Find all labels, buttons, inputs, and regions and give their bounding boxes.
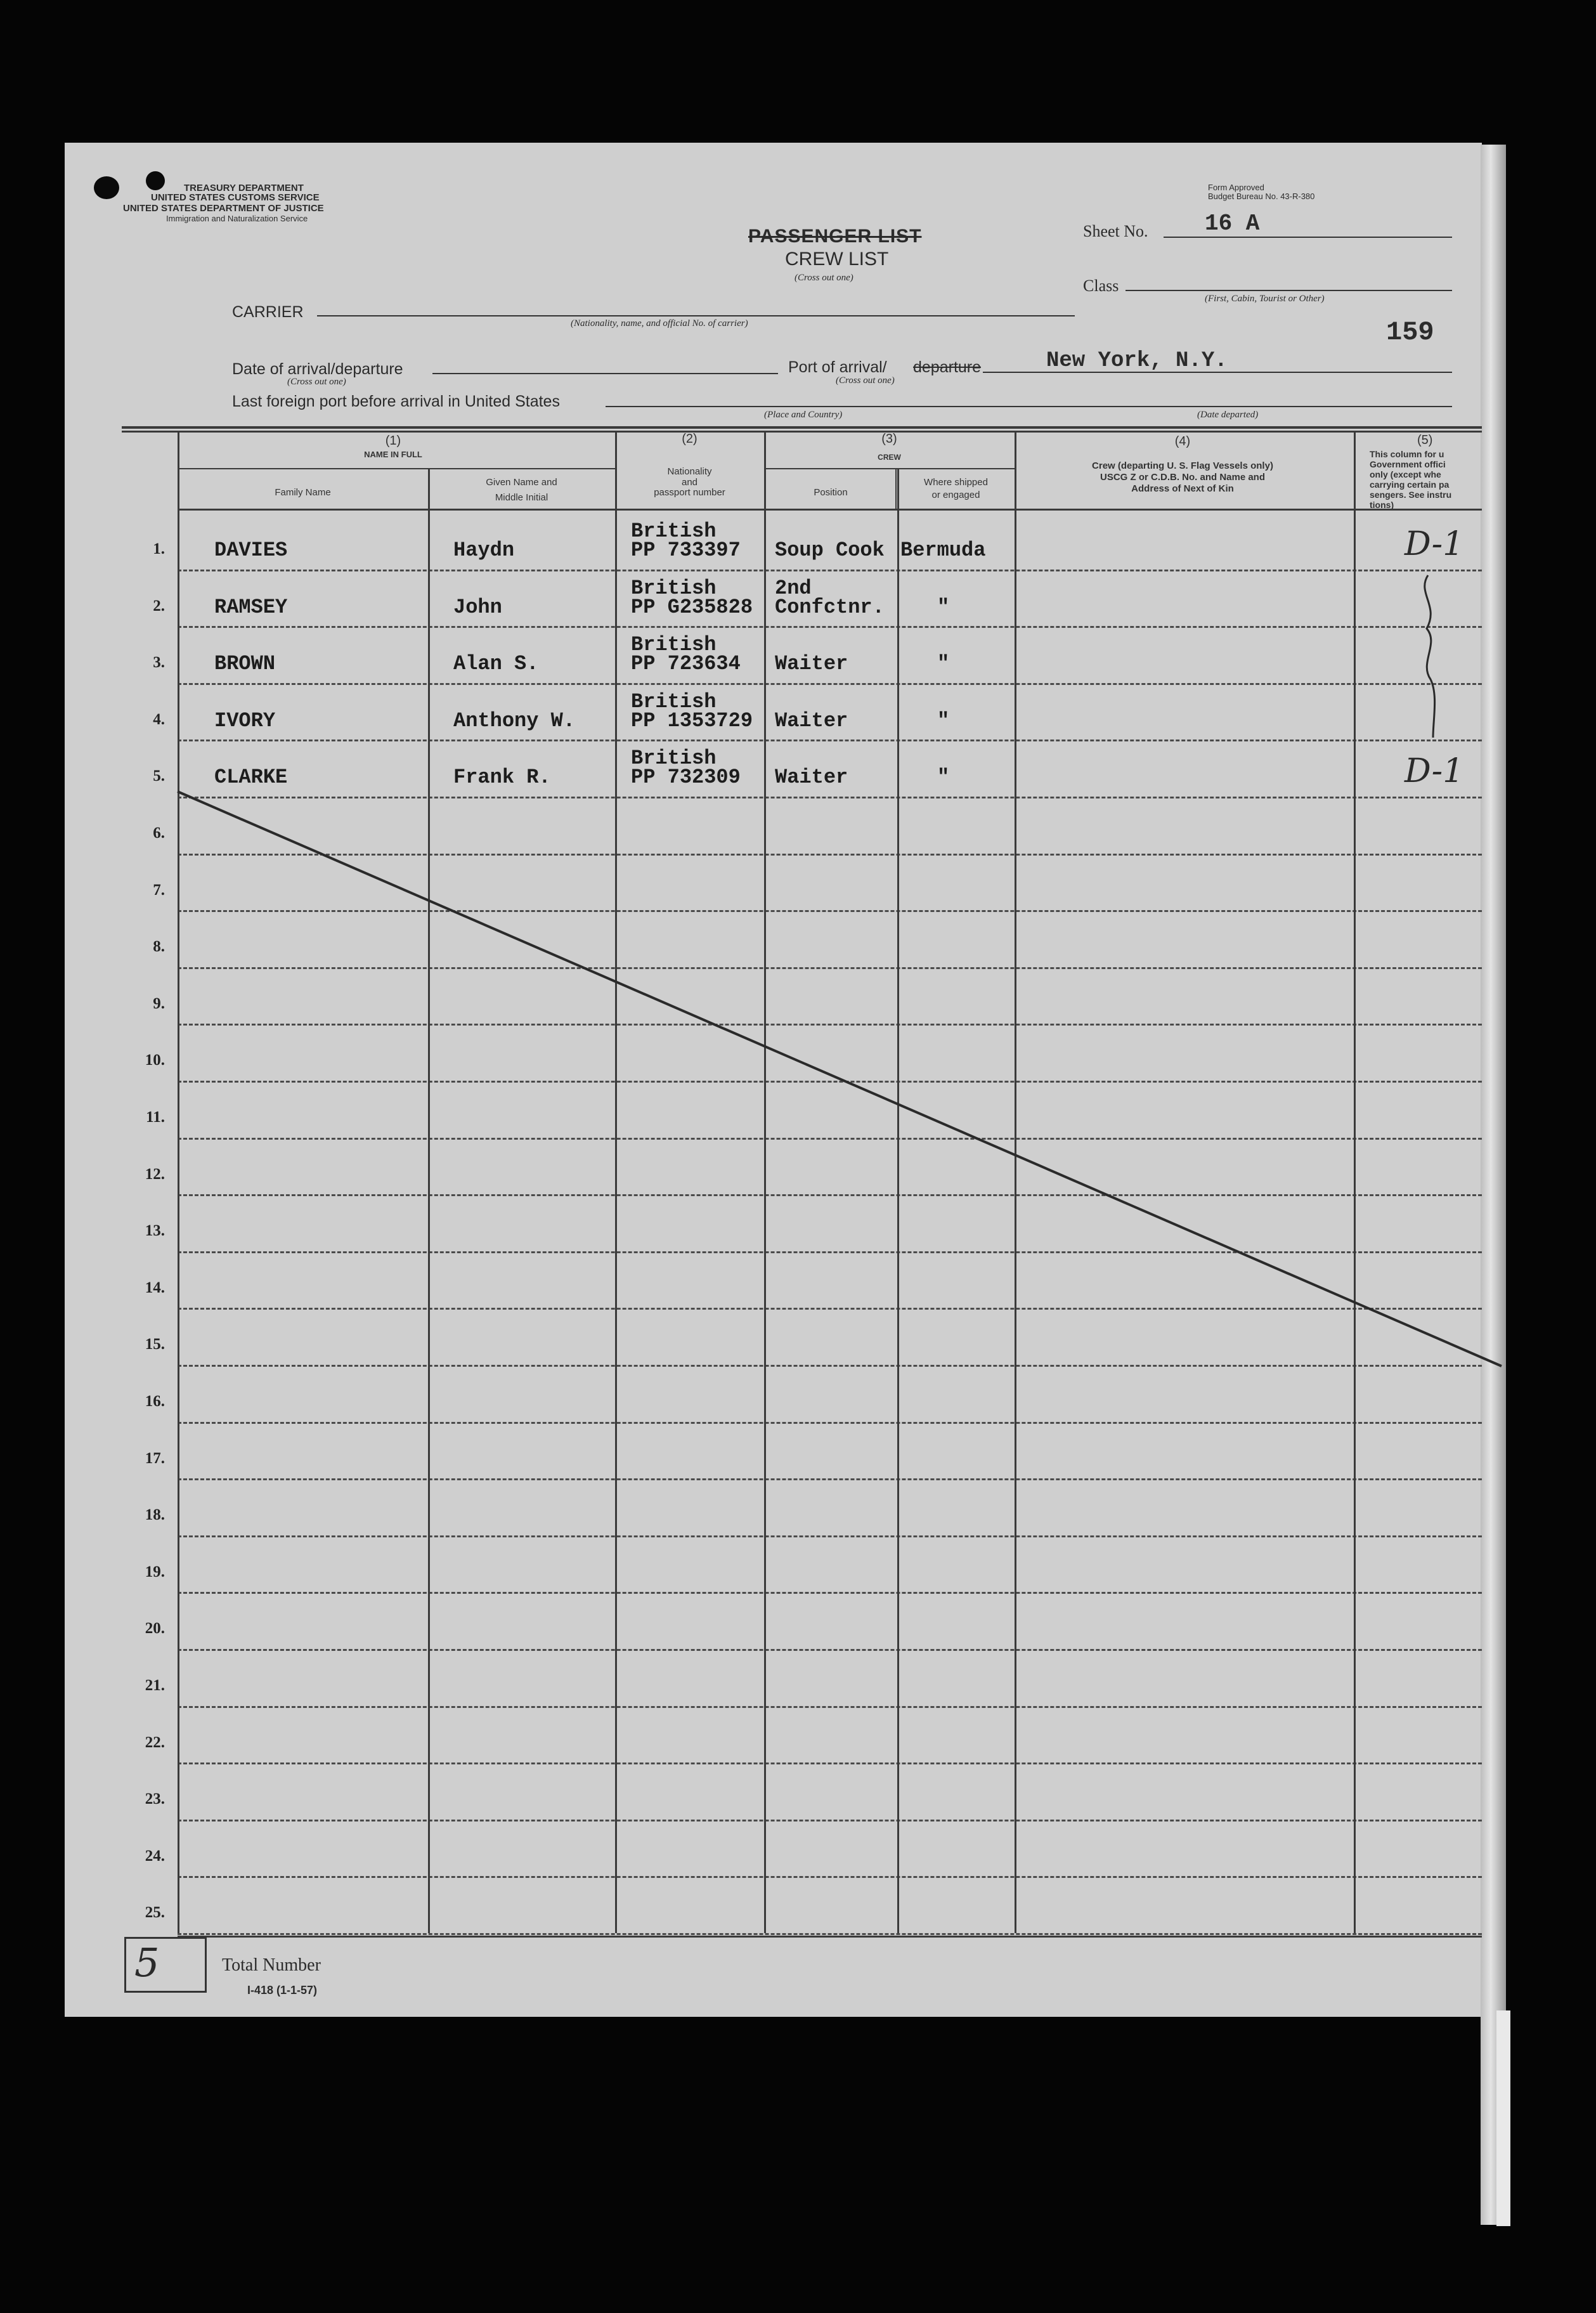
- family-name: CLARKE: [214, 766, 288, 789]
- col5-line: tions): [1370, 500, 1394, 510]
- row-number: 6.: [153, 824, 165, 842]
- row-number: 21.: [145, 1677, 165, 1694]
- passenger-list-struck: PASSENGER LIST: [748, 226, 922, 247]
- given-name: Frank R.: [453, 766, 551, 789]
- agency-line-2: UNITED STATES CUSTOMS SERVICE: [151, 192, 320, 203]
- col1-number: (1): [385, 434, 401, 448]
- port-struck: departure: [913, 358, 982, 376]
- form-approved: Form Approved: [1208, 183, 1264, 192]
- where-shipped: ": [937, 709, 950, 733]
- family-name: IVORY: [214, 709, 276, 733]
- col1b-header-2: Middle Initial: [495, 492, 548, 503]
- row-number: 5.: [153, 767, 165, 785]
- col5-line: sengers. See instru: [1370, 490, 1452, 500]
- row-number: 11.: [146, 1109, 165, 1126]
- row-number: 22.: [145, 1734, 165, 1751]
- date-note: (Cross out one): [287, 377, 346, 387]
- class-note: (First, Cabin, Tourist or Other): [1205, 294, 1325, 304]
- col1b-header-1: Given Name and: [486, 477, 557, 488]
- given-name: Alan S.: [453, 652, 539, 675]
- col2-header-2: and: [681, 477, 698, 488]
- title-note: (Cross out one): [795, 273, 853, 283]
- where-shipped: ": [937, 766, 950, 789]
- passport-number: PP G235828: [631, 596, 753, 619]
- col4-number: (4): [1174, 434, 1191, 448]
- col5-line: carrying certain pa: [1370, 479, 1450, 490]
- where-shipped: ": [937, 652, 950, 675]
- where-shipped: Bermuda: [900, 538, 986, 562]
- col2-number: (2): [682, 432, 697, 446]
- row-number: 7.: [153, 882, 165, 899]
- row-number: 25.: [145, 1904, 165, 1921]
- nationality: British: [631, 519, 717, 543]
- stamp-number: 159: [1386, 317, 1434, 348]
- official-mark: D-1: [1405, 525, 1464, 563]
- row-number: 19.: [145, 1563, 165, 1580]
- row-number: 9.: [153, 995, 165, 1012]
- passport-number: PP 732309: [631, 766, 741, 789]
- row-number: 13.: [145, 1222, 165, 1239]
- form-title: CREW LIST: [785, 249, 889, 270]
- given-name: Anthony W.: [453, 709, 576, 733]
- passport-number: PP 1353729: [631, 709, 753, 733]
- agency-line-1: TREASURY DEPARTMENT: [184, 183, 304, 193]
- sheet-number: 16 A: [1205, 211, 1260, 237]
- agency-line-4: Immigration and Naturalization Service: [166, 214, 308, 223]
- date-departed-note: (Date departed): [1197, 410, 1259, 420]
- row-number: 24.: [145, 1847, 165, 1865]
- total-value: 5: [134, 1939, 160, 1986]
- position: Soup Cook: [775, 538, 885, 562]
- row-number: 2.: [153, 597, 165, 615]
- official-mark: D-1: [1405, 752, 1464, 790]
- row-number: 10.: [145, 1052, 165, 1069]
- family-name: DAVIES: [214, 538, 288, 562]
- row-number: 3.: [153, 654, 165, 671]
- row-number: 4.: [153, 711, 165, 728]
- row-number: 20.: [145, 1620, 165, 1637]
- agency-line-3: UNITED STATES DEPARTMENT OF JUSTICE: [123, 203, 324, 214]
- row-number: 8.: [153, 938, 165, 955]
- port-note: (Cross out one): [836, 375, 895, 386]
- row-number: 17.: [145, 1450, 165, 1467]
- passport-number: PP 733397: [631, 538, 741, 562]
- position: 2nd: [775, 577, 812, 600]
- col5-line: This column for u: [1370, 449, 1444, 459]
- col1a-header: Family Name: [275, 487, 331, 498]
- nationality: British: [631, 746, 717, 770]
- col3b-header-1: Where shipped: [924, 477, 988, 488]
- date-label: Date of arrival/departure: [232, 360, 403, 378]
- cancellation-stroke: [178, 792, 1502, 1366]
- row-number: 1.: [153, 540, 165, 557]
- col4-header-2: USCG Z or C.D.B. No. and Name and: [1100, 472, 1266, 483]
- col3a-header: Position: [814, 487, 848, 498]
- position: Waiter: [775, 766, 848, 789]
- col3-number: (3): [881, 432, 897, 446]
- carrier-label: CARRIER: [232, 303, 304, 321]
- form-number: I-418 (1-1-57): [247, 1984, 318, 1997]
- handwritten-bracket: [1414, 568, 1452, 745]
- sheet-label: Sheet No.: [1083, 222, 1148, 240]
- given-name: John: [453, 596, 502, 619]
- given-name: Haydn: [453, 538, 515, 562]
- passport-number: PP 723634: [631, 652, 741, 675]
- place-note: (Place and Country): [764, 410, 843, 420]
- where-shipped: ": [937, 596, 950, 619]
- total-label: Total Number: [222, 1955, 321, 1975]
- nationality: British: [631, 633, 717, 656]
- row-number: 14.: [145, 1279, 165, 1296]
- col1-title: NAME IN FULL: [364, 450, 422, 459]
- bracket-stroke: [1425, 575, 1435, 738]
- position: Waiter: [775, 709, 848, 733]
- row-number: 18.: [145, 1506, 165, 1523]
- col2-header-1: Nationality: [667, 466, 712, 477]
- col4-header-1: Crew (departing U. S. Flag Vessels only): [1092, 460, 1273, 471]
- row-number: 12.: [145, 1166, 165, 1183]
- row-number: 16.: [145, 1393, 165, 1410]
- port-label: Port of arrival/: [788, 358, 887, 376]
- col5-line: Government offici: [1370, 459, 1446, 469]
- budget-bureau-number: Budget Bureau No. 43-R-380: [1208, 192, 1315, 201]
- col5-line: only (except whe: [1370, 469, 1441, 479]
- col2-header-3: passport number: [654, 487, 725, 498]
- family-name: BROWN: [214, 652, 276, 675]
- nationality: British: [631, 690, 717, 713]
- carrier-note: (Nationality, name, and official No. of carrier): [571, 318, 748, 329]
- row-number: 23.: [145, 1790, 165, 1808]
- family-name: RAMSEY: [214, 596, 288, 619]
- row-number: 15.: [145, 1336, 165, 1353]
- col3b-header-2: or engaged: [931, 490, 980, 500]
- col3-title: CREW: [878, 453, 901, 462]
- last-port-label: Last foreign port before arrival in United States: [232, 393, 560, 410]
- col5-number: (5): [1417, 433, 1433, 447]
- col4-header-3: Address of Next of Kin: [1131, 483, 1234, 494]
- position: Waiter: [775, 652, 848, 675]
- class-label: Class: [1083, 277, 1119, 295]
- nationality: British: [631, 577, 717, 600]
- port-value: New York, N.Y.: [1046, 349, 1228, 373]
- position-line-2: Confctnr.: [775, 596, 885, 619]
